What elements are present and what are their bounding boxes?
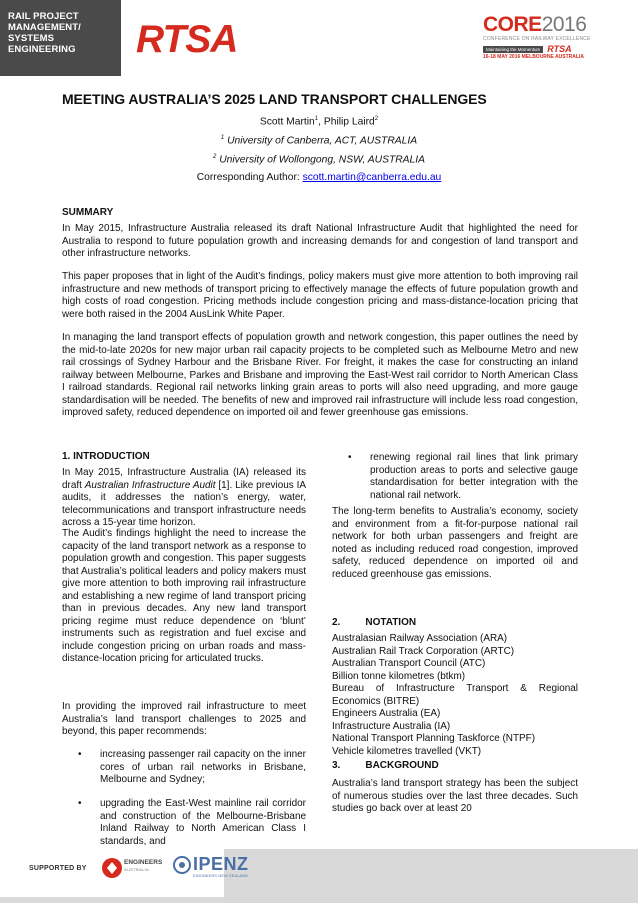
list-item: • upgrading the East-West mainline rail corridor and construction of the Melbourne-Brisbane Inland Railway to North American Class I standards, and (78, 798, 306, 847)
notation-heading: 2. NOTATION (332, 617, 417, 628)
author-1: Scott Martin (259, 116, 315, 128)
summary-heading: SUMMARY (62, 207, 114, 218)
ipenz-emblem-icon (173, 856, 191, 874)
supported-by-box (0, 849, 96, 897)
summary-paragraph-2: This paper proposes that in light of the Audit’s findings, policy makers must give more attention to both improving rail infrastructure and new methods of transport pricing to effectively manage the effects of future population growth and high costs of road congestion. Pricing methods include congestion pricing and mass-distance-location pricing that were both raised in the 2004 AusLink White Paper. (62, 271, 578, 320)
authors-line: Scott Martin$^1$, Philip Laird$^2$ (259, 116, 379, 128)
summary-paragraph-3: In managing the land transport effects of population growth and network congestion, this paper outlines the need by the mid-to-late 2020s for new major urban rail capacity projects to be completed such as Melbourne Metro and new rail crossings of Sydney Harbour and the Brisbane River. For freight, it makes the case for constructing an inland railway between Melbourne, Parkes and Brisbane and improving the East-West rail corridor to North American Class I railroad standards. Regional rail networks linking grain areas to ports will also need upgrading, and more gauge standardisation will be needed. The benefits of new and improved rail infrastructure will include less road congestion, improved safety, reduced dependence on imported oil and fewer greenhouse gas emissions. (62, 332, 578, 418)
notation-item: Billion tonne kilometres (btkm) (332, 670, 466, 682)
core-rtsa-mini-logo: RTSA (547, 44, 572, 54)
bullet-icon: • (348, 452, 352, 463)
core-name: CORE (483, 13, 542, 36)
ipenz-logo-subtext: ENGINEERS NEW ZEALAND (193, 874, 249, 878)
supported-by-label: SUPPORTED BY (29, 865, 87, 872)
intro-paragraph-4: The long-term benefits to Australia’s economy, society and environment from a fit-for-purpose national rail network for both urban passengers and freight are noted as including reduced road congestion, improved safety, reduced dependence on imported oil and reduced greenhouse gas emissions. (332, 506, 578, 580)
intro-paragraph-3: In providing the improved rail infrastructure to meet Australia’s land transport challenges to 2025 and beyond, this paper recommends: (62, 701, 306, 737)
engineers-australia-logo-subtext: AUSTRALIA (124, 867, 149, 872)
core2016-logo (483, 14, 633, 61)
core-dates: 16-18 MAY 2016 MELBOURNE AUSTRALIA (483, 54, 584, 60)
header-box-line: MANAGEMENT/ (8, 22, 81, 33)
notation-list (332, 633, 578, 758)
core-tagline: Maintaining the Momentum (483, 46, 543, 53)
intro-paragraph-2: The Audit’s findings highlight the need to increase the capacity of the land transport network as a response to population growth and congestion. This paper suggests that Australia’s political leaders and policy makers must give more attention to both improving rail infrastructure and establishing a new regime of land transport pricing than in previous decades. Any new land transport pricing regime must reduce dependence on ‘blunt’ instruments such as registration and fuel excise and include congestion pricing on urban roads and mass-distance-location pricing for articulated trucks. (62, 528, 306, 664)
header-box (0, 0, 121, 76)
paper-title: MEETING AUSTRALIA’S 2025 LAND TRANSPORT CHALLENGES (62, 91, 487, 107)
affiliation-1: $^1$ University of Canberra, ACT, AUSTRALIA (220, 135, 418, 147)
summary-paragraph-1: In May 2015, Infrastructure Australia released its draft National Infrastructure Audit that highlighted the need for Australia to respond to future population growth and increasing demands for and congestion of land transport and other infrastructure networks. (62, 223, 578, 259)
bullet-icon: • (78, 749, 82, 760)
notation-item: Australasian Railway Association (ARA) (332, 633, 508, 644)
list-item: • increasing passenger rail capacity on the inner cores of urban rail networks in Brisbane, Melbourne and Sydney; (78, 749, 306, 785)
core-year: 2016 (541, 13, 587, 36)
header-box-line: ENGINEERING (8, 44, 76, 55)
engineers-australia-logo-text: ENGINEERS (124, 859, 163, 866)
introduction-heading: 1. INTRODUCTION (62, 451, 150, 462)
notation-item: Australian Rail Track Corporation (ARTC) (332, 645, 515, 657)
notation-item: Infrastructure Australia (IA) (332, 720, 451, 732)
corresponding-email-link[interactable]: scott.martin@canberra.edu.au (302, 172, 442, 183)
core-subtitle: CONFERENCE ON RAILWAY EXCELLENCE (483, 36, 591, 42)
list-item: • renewing regional rail lines that link primary production areas to ports and selective gauge standardisation for better integration with the national rail network. (348, 452, 578, 501)
notation-item: Vehicle kilometres travelled (VKT) (332, 745, 482, 757)
intro-paragraph-1: In May 2015, Infrastructure Australia (IA) released its draft Australian Infrastructure Audit [1]. Like previous IA audits, it addresses the nation’s energy, water, telecommunications and transport infrastructure needs across a 15-year time horizon. (62, 467, 306, 528)
background-heading: 3. BACKGROUND (332, 760, 439, 771)
notation-item: Bureau of Infrastructure Transport & Regional Economics (BITRE) (332, 683, 578, 707)
engineers-australia-icon (101, 857, 123, 879)
bullet-icon: • (78, 798, 82, 809)
ipenz-logo: IPENZ (193, 854, 249, 874)
affiliation-2: $^2$ University of Wollongong, NSW, AUSTRALIA (212, 154, 426, 166)
rtsa-logo: RTSA (136, 18, 238, 61)
corresponding-author: Corresponding Author: scott.martin@canberra.edu.au (196, 172, 442, 183)
author-2: , Philip Laird (318, 116, 375, 128)
notation-item: National Transport Planning Taskforce (NTPF) (332, 733, 536, 744)
header-box-line: RAIL PROJECT (8, 11, 79, 22)
notation-item: Engineers Australia (EA) (332, 708, 441, 719)
notation-item: Australian Transport Council (ATC) (332, 658, 486, 669)
background-paragraph-1: Australia’s land transport strategy has been the subject of numerous studies over the last three decades. Such studies go back over at least 20 (332, 778, 578, 814)
header-box-line: SYSTEMS (8, 33, 55, 44)
